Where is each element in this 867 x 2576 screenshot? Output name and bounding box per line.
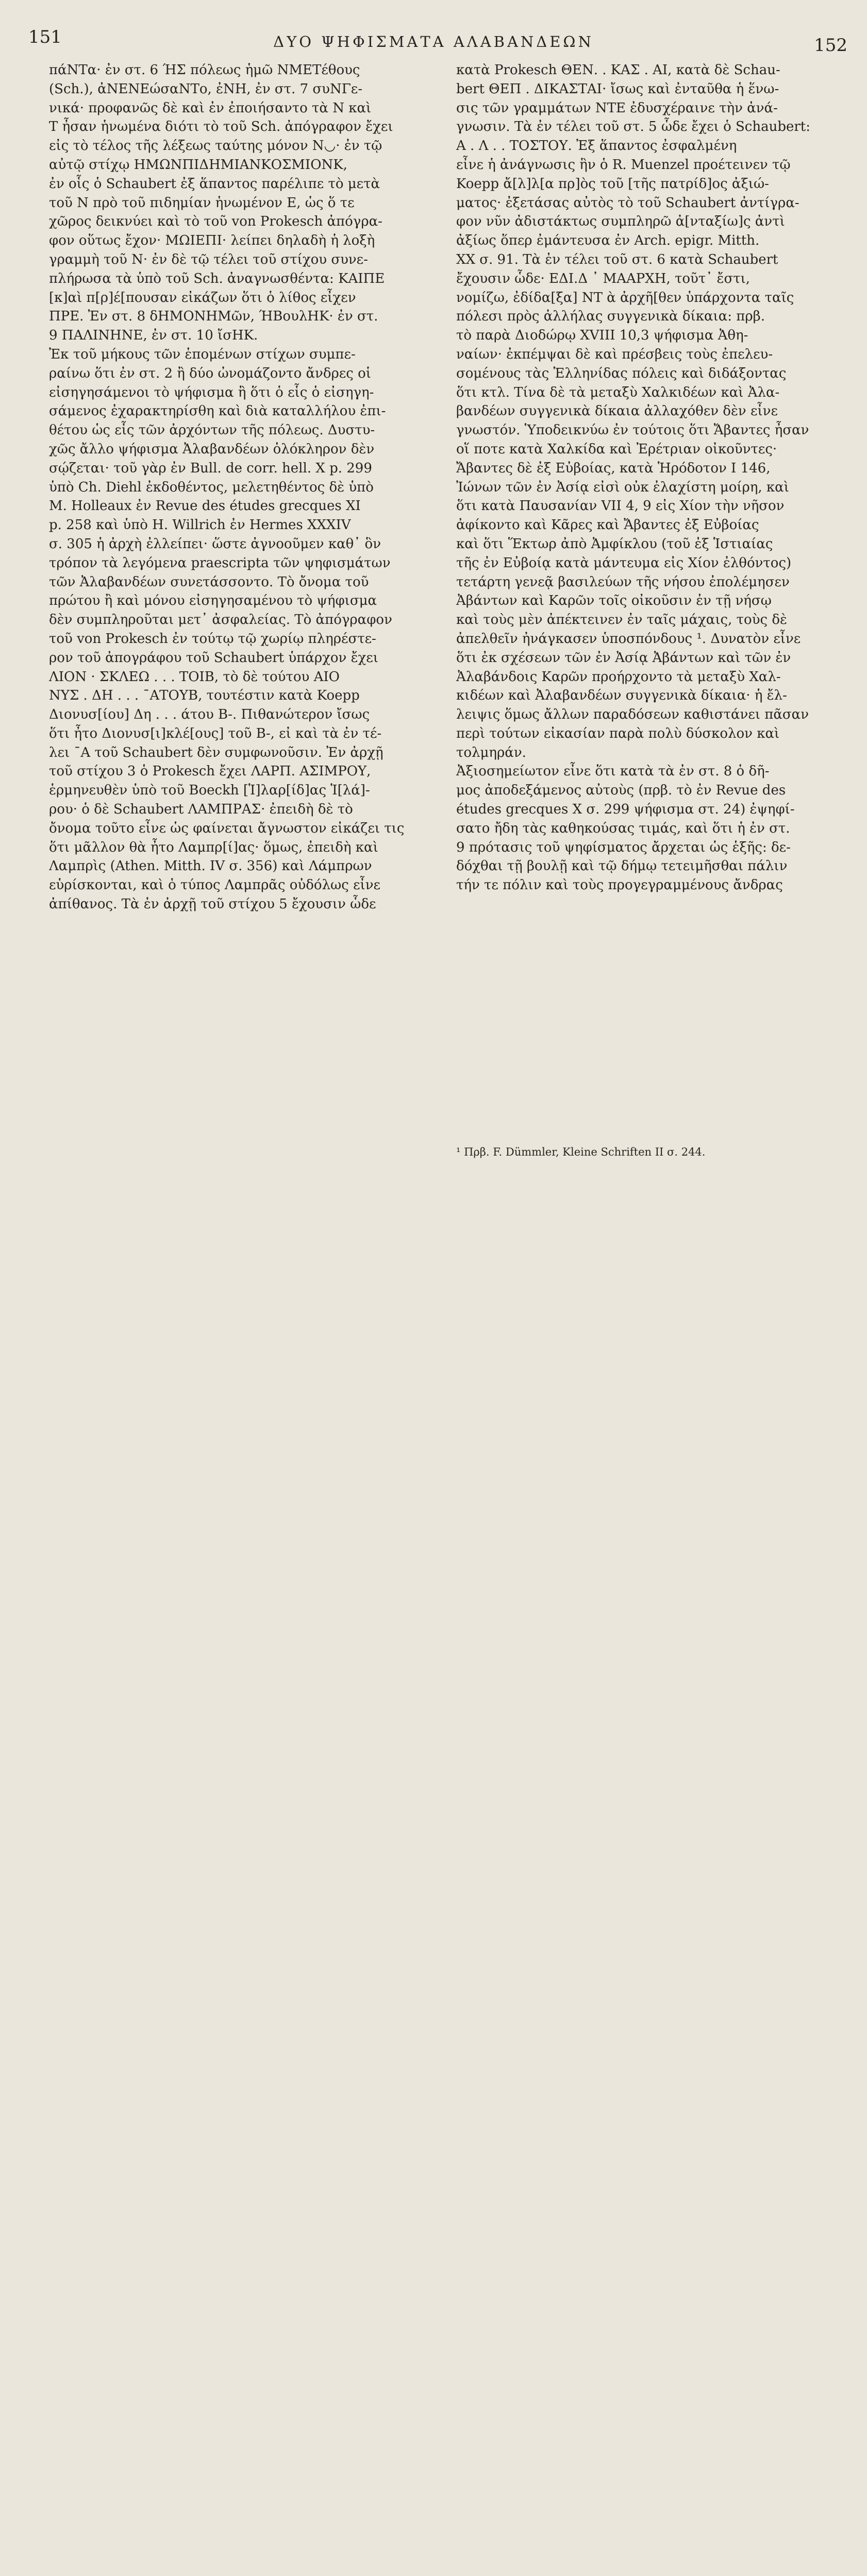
text-line: M. Holleaux ἐν Revue des études grecques XI <box>49 498 361 514</box>
text-line: ὄνομα τοῦτο εἶνε ὡς φαίνεται ἄγνωστον εἰκάζει τις <box>49 820 405 836</box>
text-line: λειψις ὅμως ἄλλων παραδόσεων καθιστάνει πᾶσαν <box>456 707 809 723</box>
right-text-column <box>456 61 823 895</box>
text-line: βανδέων συγγενικὰ δίκαια ἀλλαχόθεν δὲν εἶνε <box>456 403 778 419</box>
text-line: σάμενος ἐχαρακτηρίσθη καὶ διὰ καταλλήλου ἐπι- <box>49 403 386 419</box>
text-line: εὑρίσκονται, καὶ ὁ τύπος Λαμπρᾶς οὐδόλως εἶνε <box>49 877 381 893</box>
text-line: θέτου ὡς εἷς τῶν ἀρχόντων τῆς πόλεως. Δυστυ- <box>49 422 375 438</box>
running-title: ΔΥΟ ΨΗΦΙΣΜΑΤΑ ΑΛΑΒΑΝΔΕΩΝ <box>273 33 594 50</box>
text-line: ΛΙΟΝ · ΣΚΛΕΩ . . . ΤΟΙΒ, τὸ δὲ τούτου ΑΙΟ <box>49 669 340 685</box>
text-line: Koepp ἄ[λ]λ[α πρ]ὸς τοῦ [τῆς πατρίδ]ος ἀξιώ- <box>456 176 769 192</box>
text-line: ἀξίως ὅπερ ἐμάντευσα ἐν Arch. epigr. Mitth. <box>456 233 760 249</box>
text-line: XX σ. 91. Τὰ ἐν τέλει τοῦ στ. 6 κατὰ Schaubert <box>456 251 778 267</box>
text-line: ὅτι μᾶλλον θὰ ἦτο Λαμπρ[ί]ας· ὅμως, ἐπειδὴ καὶ <box>49 839 378 855</box>
text-line: περὶ τούτων εἰκασίαν παρὰ πολὺ δύσκολον καὶ <box>456 725 780 741</box>
viewer-footer <box>0 1319 867 1362</box>
text-line: σις τῶν γραμμάτων ΝΤΕ ἐδυσχέραινε τὴν ἀνά- <box>456 100 778 116</box>
page-number-right: 152 <box>814 35 847 56</box>
text-line: ἑρμηνευθὲν ὑπὸ τοῦ Boeckh [Ἱ]λαρ[ίδ]ας Ἱ[λά]- <box>49 783 370 799</box>
text-line: φον νῦν ἀδιστάκτως συμπληρῶ ἀ[νταξίω]ς ἀντὶ <box>456 214 785 230</box>
text-line: σομένους τὰς Ἑλληνίδας πόλεις καὶ διδάξοντας <box>456 365 787 381</box>
text-line: [κ]αὶ π[ρ]έ[πουσαν εἰκάζων ὅτι ὁ λίθος εἶχεν <box>49 290 356 306</box>
text-line: γνωστόν. Ὑποδεικνύω ἐν τούτοις ὅτι Ἄβαντες ἦσαν <box>456 422 809 438</box>
page-number-left: 151 <box>28 27 62 47</box>
text-line: ἔχουσιν ὧδε· ΕΔΙ.Δ ᾿ ΜΑΑΡΧΗ, τοῦτ᾽ ἔστι, <box>456 270 751 286</box>
text-line: χῶρος δεικνύει καὶ τὸ τοῦ von Prokesch ἀπόγρα- <box>49 214 382 230</box>
text-line: ρον τοῦ ἀπογράφου τοῦ Schaubert ὑπάρχον ἔχει <box>49 650 378 666</box>
text-line: κιδέων καὶ Ἀλαβανδέων συγγενικὰ δίκαια· ἡ ἔλ- <box>456 688 787 704</box>
text-line: 9 ΠΑΛΙΝΗΝΕ, ἐν στ. 10 ἴσΗΚ. <box>49 328 258 344</box>
text-line: δὲν συμπληροῦται μετ᾽ ἀσφαλείας. Τὸ ἀπόγραφον <box>49 612 392 628</box>
text-line: σ. 305 ἡ ἀρχὴ ἐλλείπει· ὥστε ἀγνοοῦμεν καθ᾽ ὃν <box>49 536 381 552</box>
text-line: bert ΘΕΠ . ΔΙΚΑΣΤΑΙ· ἴσως καὶ ἐνταῦθα ἡ ἕνω- <box>456 81 779 97</box>
text-line: Ἰώνων τῶν ἐν Ἀσίᾳ εἰσὶ οὐκ ἐλαχίστη μοίρη, καὶ <box>456 479 789 495</box>
text-line: κατὰ Prokesch ΘΕΝ. . ΚΑΣ . ΑΙ, κατὰ δὲ Schau- <box>456 62 780 78</box>
text-line: γνωσιν. Τὰ ἐν τέλει τοῦ στ. 5 ὧδε ἔχει ὁ Schaubert: <box>456 119 811 135</box>
text-line: σῴζεται· τοῦ γὰρ ἐν Bull. de corr. hell. X p. 299 <box>49 460 372 476</box>
text-line: Ἐκ τοῦ μήκους τῶν ἑπομένων στίχων συμπε- <box>49 346 356 362</box>
text-line: τοῦ Ν πρὸ τοῦ πιδημίαν ἡνωμένον Ε, ὡς ὅ τε <box>49 195 355 211</box>
text-line: νικά· προφανῶς δὲ καὶ ἐν ἐποιήσαντο τὰ Ν καὶ <box>49 100 372 116</box>
text-line: Λαμπρὶς (Athen. Mitth. IV σ. 356) καὶ Λάμπρων <box>49 858 372 874</box>
text-line: Ἀξιοσημείωτον εἶνε ὅτι κατὰ τὰ ἐν στ. 8 ὁ δῆ- <box>456 764 770 779</box>
text-line: Ἀβάντων καὶ Καρῶν τοῖς οἰκοῦσιν ἐν τῇ νήσῳ <box>456 593 772 609</box>
footnote: ¹ Πρβ. F. Dümmler, Kleine Schriften II σ. 244. <box>456 1146 706 1158</box>
text-line: τετάρτη γενεᾷ βασιλεύων τῆς νήσου ἐπολέμησεν <box>456 574 790 590</box>
text-line: τοῦ στίχου 3 ὁ Prokesch ἔχει ΛΑΡΠ. ΑΣΙΜΡΟΥ, <box>49 764 371 779</box>
left-text-column <box>49 61 416 914</box>
text-line: καὶ τοὺς μὲν ἀπέκτεινεν ἐν ταῖς μάχαις, τοὺς δὲ <box>456 612 787 628</box>
text-line: τολμηράν. <box>456 744 526 760</box>
text-line: αὐτῷ στίχῳ ΗΜΩΝΠΙΔΗΜΙΑΝΚΟΣΜΙΟΝΚ, <box>49 157 347 173</box>
text-line: τοῦ von Prokesch ἐν τούτῳ τῷ χωρίῳ πληρέστε- <box>49 631 376 647</box>
text-line: εἶνε ἡ ἀνάγνωσις ἣν ὁ R. Muenzel προέτεινεν τῷ <box>456 157 791 173</box>
text-line: λει ¯Α τοῦ Schaubert δὲν συμφωνοῦσιν. Ἐν ἀρχῇ <box>49 744 384 760</box>
text-line: études grecques X σ. 299 ψήφισμα στ. 24) ἐψηφί- <box>456 802 795 818</box>
text-line: ἀφίκοντο καὶ Κᾶρες καὶ Ἄβαντες ἐξ Εὐβοίας <box>456 517 759 533</box>
text-line: ναίων· ἐκπέμψαι δὲ καὶ πρέσβεις τοὺς ἐπελευ- <box>456 346 773 362</box>
text-line: ὅτι κατὰ Παυσανίαν VII 4, 9 εἰς Χίον τὴν νῆσον <box>456 498 785 514</box>
text-line: Ἀλαβάνδοις Καρῶν προήρχοντο τὰ μεταξὺ Χαλ- <box>456 669 781 685</box>
text-line: πάΝΤα· ἐν στ. 6 ΉΣ πόλεως ἡμῶ ΝΜΕΤέθους <box>49 62 360 78</box>
text-line: p. 258 καὶ ὑπὸ H. Willrich ἐν Hermes XXXIV <box>49 517 351 533</box>
text-line: εἰσηγησάμενοι τὸ ψήφισμα ἢ ὅτι ὁ εἷς ὁ εἰσηγη- <box>49 384 374 400</box>
text-line: Α . Λ . . ΤΟΣΤΟΥ. Ἐξ ἅπαντος ἐσφαλμένη <box>456 138 737 154</box>
text-line: τὸ παρὰ Διοδώρῳ XVIII 10,3 ψήφισμα Ἀθη- <box>456 328 748 344</box>
text-line: ἐν οἷς ὁ Schaubert ἐξ ἅπαντος παρέλιπε τὸ μετὰ <box>49 176 380 192</box>
text-line: ματος· ἐξετάσας αὐτὸς τὸ τοῦ Schaubert ἀντίγρα- <box>456 195 799 211</box>
text-line: Τ ἦσαν ἡνωμένα διότι τὸ τοῦ Sch. ἀπόγραφον ἔχει <box>49 119 393 135</box>
text-line: ὅτι κτλ. Τίνα δὲ τὰ μεταξὺ Χαλκιδέων καὶ Ἀλα- <box>456 384 780 400</box>
text-line: ἀπίθανος. Τὰ ἐν ἀρχῇ τοῦ στίχου 5 ἔχουσιν ὧδε <box>49 896 376 912</box>
text-line: ἀπελθεῖν ἠνάγκασεν ὑποσπόνδους ¹. Δυνατὸν εἶνε <box>456 631 801 647</box>
text-line: οἵ ποτε κατὰ Χαλκίδα καὶ Ἐρέτριαν οἰκοῦντες· <box>456 441 777 457</box>
text-line: τρόπον τὰ λεγόμενα praescripta τῶν ψηφισμάτων <box>49 555 391 571</box>
text-line: (Sch.), ἀΝΕΝΕώσαΝΤο, ἐΝΗ, ἐν στ. 7 συΝΓε- <box>49 81 362 97</box>
text-line: πλήρωσα τὰ ὑπὸ τοῦ Sch. ἀναγνωσθέντα: ΚΑΙΠΕ <box>49 270 385 286</box>
text-line: Ἄβαντες δὲ ἐξ Εὐβοίας, κατὰ Ἡρόδοτον I 146, <box>456 460 771 476</box>
text-line: ὅτι ἐκ σχέσεων τῶν ἐν Ἀσίᾳ Ἀβάντων καὶ τῶν ἐν <box>456 650 791 666</box>
text-line: φον οὕτως ἔχον· ΜΩΙΕΠΙ· λείπει δηλαδὴ ἡ λοξὴ <box>49 233 375 249</box>
text-line: εἰς τὸ τέλος τῆς λέξεως ταύτης μόνον Ν◡· ἐν τῷ <box>49 138 382 154</box>
text-line: γραμμὴ τοῦ Ν· ἐν δὲ τῷ τέλει τοῦ στίχου συνε- <box>49 251 368 267</box>
text-line: ρου· ὁ δὲ Schaubert ΛΑΜΠΡΑΣ· ἐπειδὴ δὲ τὸ <box>49 802 353 818</box>
text-line: πόλεσι πρὸς ἀλλήλας συγγενικὰ δίκαια: πρβ. <box>456 309 765 325</box>
text-line: ΠΡΕ. Ἐν στ. 8 δΗΜΟΝΗΜῶν, ΉΒουλΗΚ· ἐν στ. <box>49 309 378 325</box>
text-line: δόχθαι τῇ βουλῇ καὶ τῷ δήμῳ τετειμῆσθαι πάλιν <box>456 858 788 874</box>
text-line: Διονυσ[ίου] Δη . . . άτου Β-. Πιθανώτερον ἴσως <box>49 707 370 723</box>
text-line: πρώτου ἢ καὶ μόνου εἰσηγησαμένου τὸ ψήφισμα <box>49 593 377 609</box>
text-line: νομίζω, ἐδίδα[ξα] ΝΤ ὰ ἀρχῆ[θεν ὑπάρχοντα ταῖς <box>456 290 794 306</box>
text-line: ὑπὸ Ch. Diehl ἐκδοθέντος, μελετηθέντος δὲ ὑπὸ <box>49 479 374 495</box>
text-line: τῆς ἐν Εὐβοίᾳ κατὰ μάντευμα εἰς Χίον ἐλθόντος) <box>456 555 792 571</box>
text-line: 9 πρότασις τοῦ ψηφίσματος ἄρχεται ὡς ἑξῆς: δε- <box>456 839 791 855</box>
text-line: καὶ ὅτι Ἕκτωρ ἀπὸ Ἀμφίκλου (τοῦ ἐξ Ἱστιαίας <box>456 536 773 552</box>
text-line: ὅτι ἦτο Διονυσ[ι]κλέ[ους] τοῦ Β-, εἰ καὶ τὰ ἐν τέ- <box>49 725 382 741</box>
text-line: σατο ἤδη τὰς καθηκούσας τιμάς, καὶ ὅτι ἡ ἐν στ. <box>456 820 790 836</box>
text-line: ΝΥΣ . ΔΗ . . . ¯ΑΤΟΥΒ, τουτέστιν κατὰ Koepp <box>49 688 360 704</box>
text-line: μος ἀποδεξάμενος αὐτοὺς (πρβ. τὸ ἐν Revue des <box>456 783 786 799</box>
text-line: χῶς ἄλλο ψήφισμα Ἀλαβανδέων ὁλόκληρον δὲν <box>49 441 375 457</box>
text-line: ραίνω ὅτι ἐν στ. 2 ἢ δύο ὠνομάζοντο ἄνδρες οἱ <box>49 365 371 381</box>
text-line: τήν τε πόλιν καὶ τοὺς προγεγραμμένους ἄνδρας <box>456 877 783 893</box>
text-line: τῶν Ἀλαβανδέων συνετάσσοντο. Τὸ ὄνομα τοῦ <box>49 574 369 590</box>
